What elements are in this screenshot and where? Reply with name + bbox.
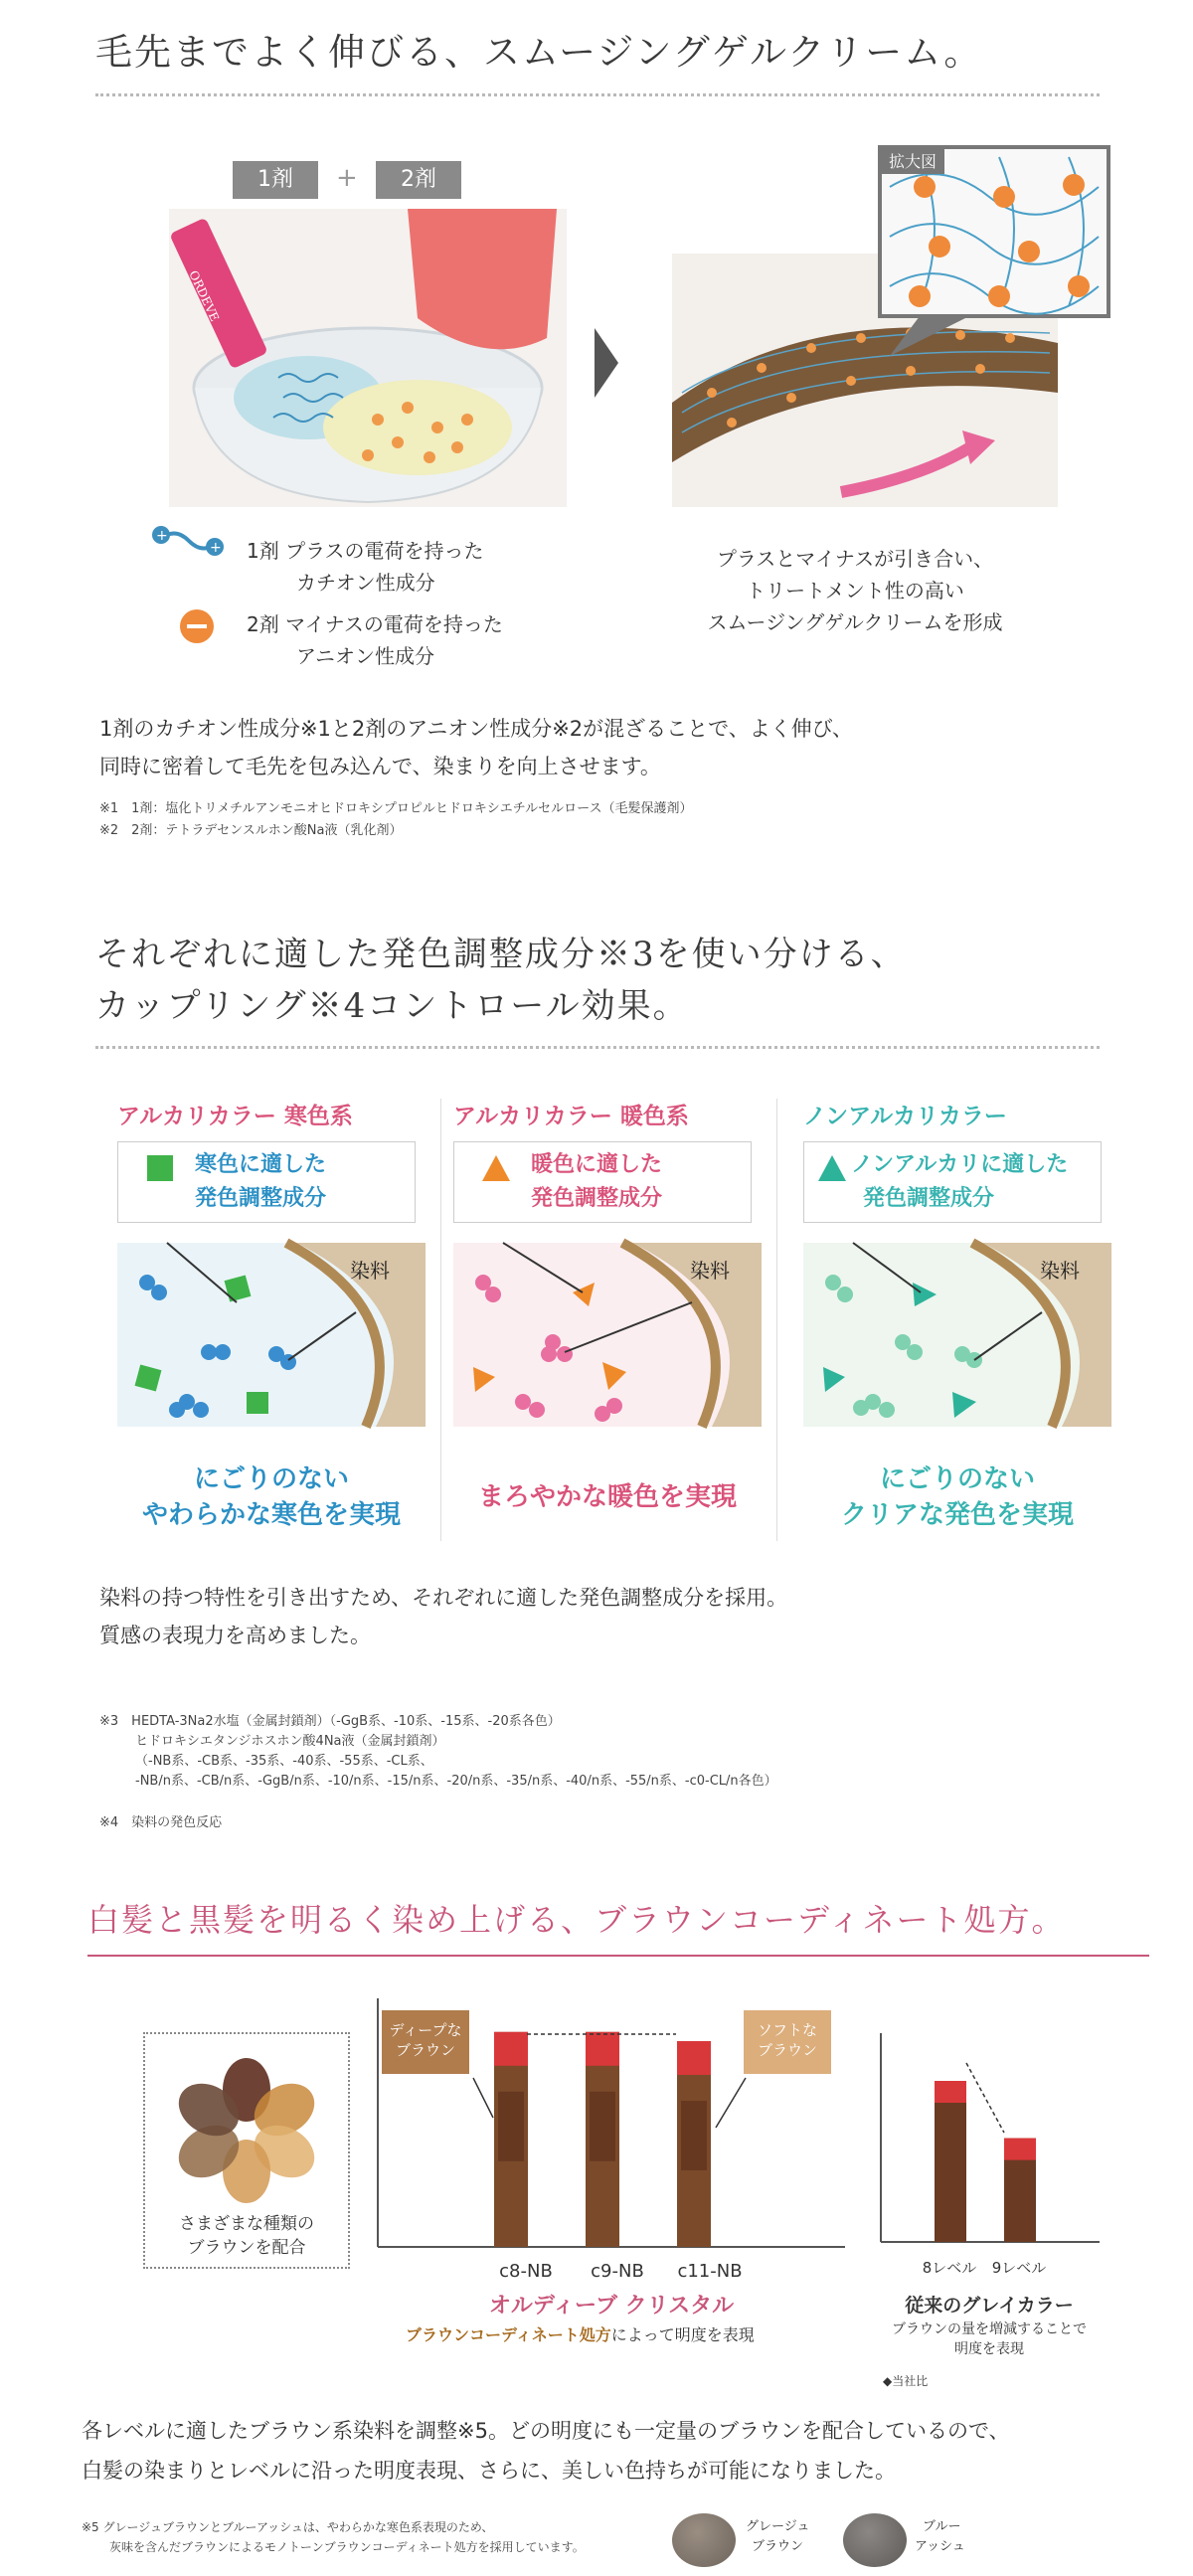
footnote-1: ※1 1剤：塩化トリメチルアンモニオヒドロキシプロピルヒドロキシエチルセルロース（毛髪保護剤）: [99, 801, 693, 816]
column-warm-box-line1: 暖色に適した: [531, 1152, 663, 1177]
agent1-tag: 1剤: [233, 161, 318, 199]
footnote-4: ※4 染料の発色反応: [99, 1815, 223, 1830]
footnote-2: ※2 2剤：テトラデセンスルホン酸Na液（乳化剤）: [99, 823, 403, 838]
legend-agent1-line1: 1剤 プラスの電荷を持った: [247, 539, 484, 563]
legend-agent1-line2: カチオン性成分: [296, 571, 435, 595]
bar-label-c8: c8-NB: [499, 2261, 553, 2282]
footnote-3-line1: ※3 HEDTA-3Na2水塩（金属封鎖剤）（-GgB系、-10系、-15系、-20系各色）: [99, 1714, 561, 1729]
crystal-bar-core-0: [498, 2092, 524, 2161]
column-cool-result-line1: にごりのない: [193, 1464, 349, 1494]
legend-agent2-line2: アニオン性成分: [296, 644, 434, 668]
old-gray-title: 従来のグレイカラー: [905, 2295, 1074, 2317]
soft-callout-pointer: [716, 2078, 746, 2128]
bar-label-c9: c9-NB: [591, 2261, 644, 2282]
orange-triangle-icon: [481, 1153, 511, 1183]
agent2-tag: 2剤: [376, 161, 461, 199]
old-bar-cap-1: [1004, 2139, 1036, 2160]
company-comparison-note: ◆当社比: [883, 2374, 929, 2388]
column-warm-dye-label: 染料: [690, 1259, 730, 1283]
old-bar-label-8: 8レベル: [922, 2259, 977, 2277]
blue-ash-label: [915, 2517, 965, 2557]
greige-brown-line2: ブラウン: [752, 2539, 804, 2554]
column-nonalkali-title: ノンアルカリカラー: [803, 1104, 1007, 1129]
crystal-bar-cap-0: [494, 2032, 528, 2066]
footnote-3-line3: （-NB系、-CB系、-35系、-40系、-55系、-CL系、: [135, 1754, 433, 1769]
greige-brown-swatch: [672, 2513, 736, 2567]
column-nonalkali-result-line2: クリアな発色を実現: [840, 1500, 1074, 1530]
bottle-brand-label: ORDEVE: [186, 268, 223, 324]
old-gray-desc-line2: 明度を表現: [954, 2341, 1024, 2357]
anion-particle-icon: [177, 606, 217, 646]
blue-ash-swatch: [843, 2513, 907, 2567]
section3-body-line2: 白髪の染まりとレベルに沿った明度表現、さらに、美しい色持ちが可能になりました。: [82, 2459, 896, 2483]
old-bar-0: [935, 2081, 966, 2242]
deep-callout-pointer: [473, 2078, 493, 2118]
column-warm-box-line2: 発色調整成分: [531, 1186, 663, 1211]
result-line3: スムージングゲルクリームを形成: [707, 610, 1003, 634]
flower-caption-line1: さまざまな種類の: [179, 2214, 314, 2234]
brown-petal-flower: [157, 2060, 336, 2199]
section3-underline: [87, 1955, 1149, 1957]
column-cool-dye-label: 染料: [350, 1259, 390, 1283]
brown-coordinate-label: ブラウンコーディネート処方: [406, 2325, 611, 2344]
deep-brown-line2: ブラウン: [395, 2041, 455, 2059]
column-nonalkali-result-line1: にごりのない: [879, 1464, 1035, 1494]
greige-brown-line1: グレージュ: [746, 2519, 810, 2534]
column-cool-result-line2: やわらかな寒色を実現: [141, 1500, 401, 1530]
brown-coordinate-desc: によって明度を表現: [610, 2325, 755, 2344]
greige-brown-label: [746, 2517, 809, 2557]
blue-ash-line2: アッシュ: [915, 2539, 965, 2554]
old-gray-desc-line1: ブラウンの量を増減することで: [892, 2321, 1087, 2337]
result-line2: トリートメント性の高い: [746, 579, 964, 602]
crystal-bar-core-2: [681, 2101, 707, 2170]
cation-molecule-icon: [149, 521, 229, 561]
section2-title-line2: カップリング※4コントロール効果。: [95, 986, 689, 1026]
section2-body-line2: 質感の表現力を高めました。: [99, 1624, 371, 1647]
footnote-5-line2: 灰味を含んだブラウンによるモノトーンブラウンコーディネート処方を採用しています。: [109, 2540, 585, 2554]
column-cool-title: アルカリカラー 寒色系: [117, 1104, 353, 1129]
blue-ash-line1: ブルー: [923, 2519, 961, 2534]
section2-body-line1: 染料の持つ特性を引き出すため、それぞれに適した発色調整成分を採用。: [99, 1586, 788, 1610]
old-gray-color-chart: [881, 2033, 1100, 2252]
column-separator: [776, 1099, 777, 1541]
soft-brown-callout: [744, 2010, 831, 2074]
mixing-bowl-illustration: [169, 209, 567, 507]
flower-caption-line2: ブラウンを配合: [187, 2238, 306, 2258]
svg-text:+: +: [156, 528, 168, 544]
divider: [95, 93, 1100, 96]
arrow-right-icon: [595, 328, 624, 398]
column-cool-box-line2: 発色調整成分: [195, 1186, 327, 1211]
result-line1: プラスとマイナスが引き合い、: [716, 547, 994, 571]
column-warm-result-line1: まろやかな暖色を実現: [477, 1482, 737, 1512]
svg-text:+: +: [210, 540, 222, 556]
section3-title: 白髪と黒髪を明るく染め上げる、ブラウンコーディネート処方。: [87, 1901, 1066, 1939]
column-nonalkali-dye-label: 染料: [1040, 1259, 1080, 1283]
footnote-3-line2: ヒドロキシエタンジホスホン酸4Na液（金属封鎖剤）: [135, 1734, 445, 1749]
section3-body-line1: 各レベルに適したブラウン系染料を調整※5。どの明度にも一定量のブラウンを配合しているので、: [82, 2419, 1010, 2443]
column-nonalkali-box-line2: 発色調整成分: [863, 1186, 995, 1211]
old-bar-cap-0: [935, 2081, 966, 2103]
legend-agent2-line1: 2剤 マイナスの電荷を持った: [247, 612, 503, 636]
body-text-line2: 同時に密着して毛先を包み込んで、染まりを向上させます。: [99, 755, 661, 778]
footnote-3-line4: -NB/n系、-CB/n系、-GgB/n系、-10/n系、-15/n系、-20/n系、-35/n系、-40/n系、-55/n系、-c0-CL/n各色）: [135, 1774, 777, 1789]
divider: [95, 1046, 1100, 1049]
crystal-bar-core-1: [590, 2092, 615, 2161]
teal-triangle-icon: [817, 1153, 847, 1183]
footnote-5-line1: ※5 グレージュブラウンとブルーアッシュは、やわらかな寒色系表現のため、: [82, 2520, 494, 2534]
old-connector-line: [966, 2063, 1004, 2133]
product-name: オルディーブ クリスタル: [488, 2294, 735, 2318]
column-cool-box-line1: 寒色に適した: [195, 1152, 327, 1177]
crystal-bar-cap-2: [677, 2041, 711, 2075]
column-separator: [440, 1099, 441, 1541]
crystal-bar-cap-1: [586, 2032, 619, 2066]
plus-sign: +: [336, 163, 358, 193]
column-nonalkali-box-line1: ノンアルカリに適した: [851, 1152, 1069, 1177]
zoom-label: 拡大図: [881, 147, 944, 174]
section1-title: 毛先までよく伸びる、スムージングゲルクリーム。: [95, 31, 983, 74]
body-text-line1: 1剤のカチオン性成分※1と2剤のアニオン性成分※2が混ざることで、よく伸び、: [99, 717, 853, 741]
green-square-icon: [147, 1155, 173, 1181]
deep-brown-callout: [382, 2010, 469, 2074]
soft-brown-line2: ブラウン: [757, 2041, 817, 2059]
bar-label-c11: c11-NB: [677, 2261, 743, 2282]
deep-brown-line1: ディープな: [389, 2021, 462, 2039]
section2-title-line1: それぞれに適した発色調整成分※3を使い分ける、: [95, 935, 907, 974]
soft-brown-line1: ソフトな: [757, 2021, 817, 2039]
old-bar-label-9: 9レベル: [991, 2259, 1047, 2277]
column-warm-title: アルカリカラー 暖色系: [453, 1104, 689, 1129]
